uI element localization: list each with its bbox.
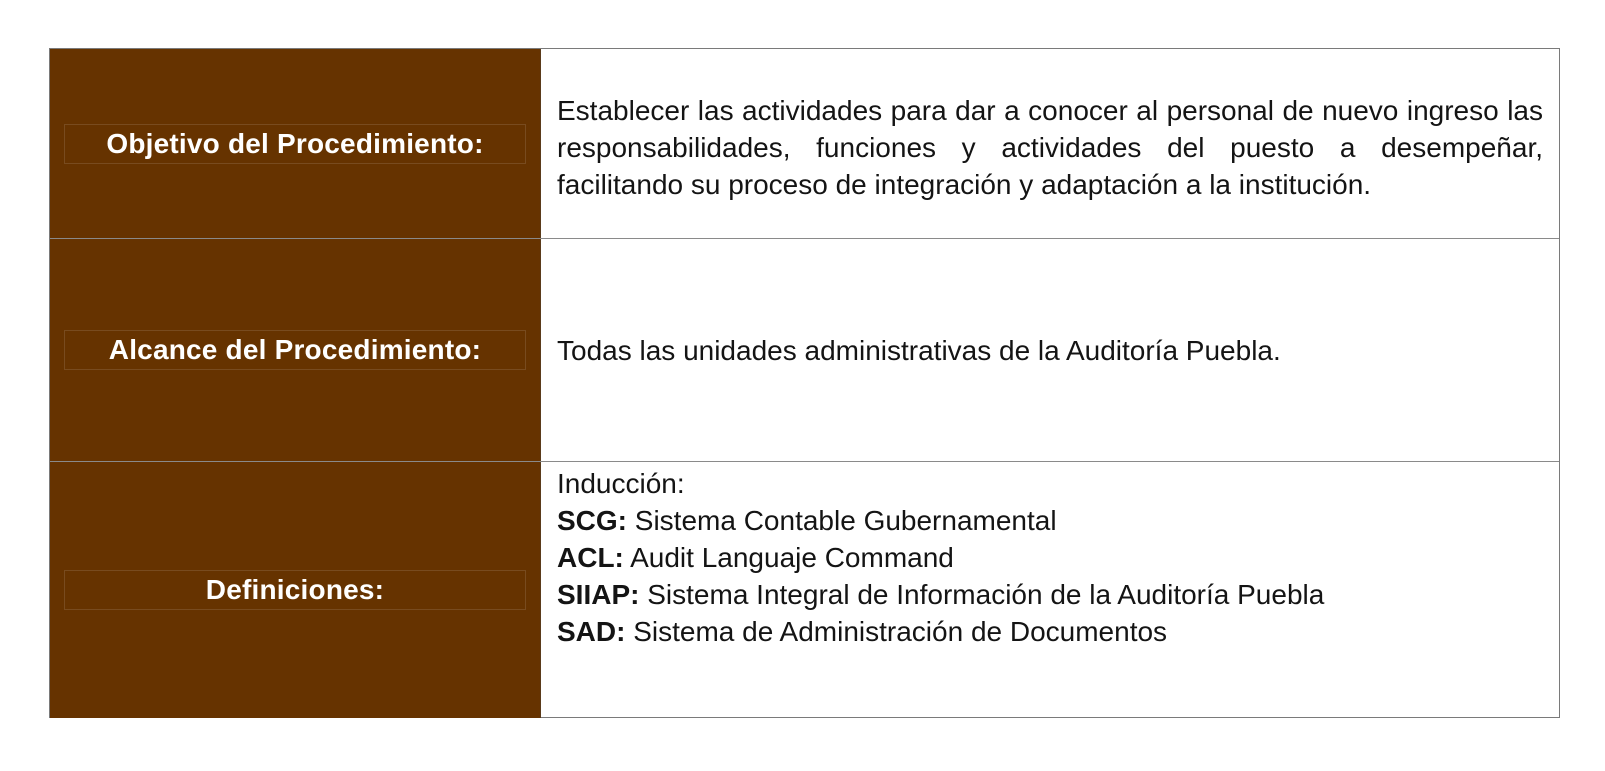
- scope-text: Todas las unidades administrativas de la Auditoría Puebla.: [557, 334, 1281, 366]
- scope-content-cell: [540, 239, 1559, 461]
- scope-row: [50, 239, 1559, 462]
- definition-text: Sistema Contable Gubernamental: [627, 505, 1057, 536]
- definition-item: [557, 502, 1543, 539]
- procedure-table: [49, 48, 1560, 718]
- objective-row: [50, 49, 1559, 239]
- scope-label: Alcance del Procedimiento:: [108, 334, 482, 365]
- definitions-label: Definiciones:: [205, 574, 385, 605]
- definition-text: Audit Languaje Command: [623, 542, 954, 573]
- definitions-label-cell: [50, 462, 540, 718]
- definition-text: Sistema Integral de Información de la Auditoría Puebla: [639, 579, 1325, 610]
- definition-item: [557, 539, 1543, 576]
- definitions-list: [557, 465, 1543, 650]
- definition-text: Sistema de Administración de Documentos: [625, 616, 1168, 647]
- definitions-intro: Inducción:: [557, 468, 685, 499]
- definition-term: SIIAP:: [557, 579, 640, 610]
- definition-term: SCG:: [557, 505, 627, 536]
- definition-item: [557, 613, 1543, 650]
- definitions-content-cell: [540, 462, 1559, 718]
- definitions-row: [50, 462, 1559, 718]
- objective-label: Objetivo del Procedimiento:: [106, 127, 484, 159]
- definition-term: ACL:: [557, 542, 624, 573]
- objective-text: Establecer las actividades para dar a conocer al personal de nuevo ingreso las responsabilidades, funciones y actividades del puesto a desempeñar, facilitando su proceso de integración y adaptación a la institución.: [557, 95, 1543, 200]
- objective-content-cell: [540, 49, 1559, 238]
- definition-term: SAD:: [557, 616, 626, 647]
- definition-item: [557, 576, 1543, 613]
- scope-label-cell: [50, 239, 540, 461]
- objective-label-cell: [50, 49, 540, 238]
